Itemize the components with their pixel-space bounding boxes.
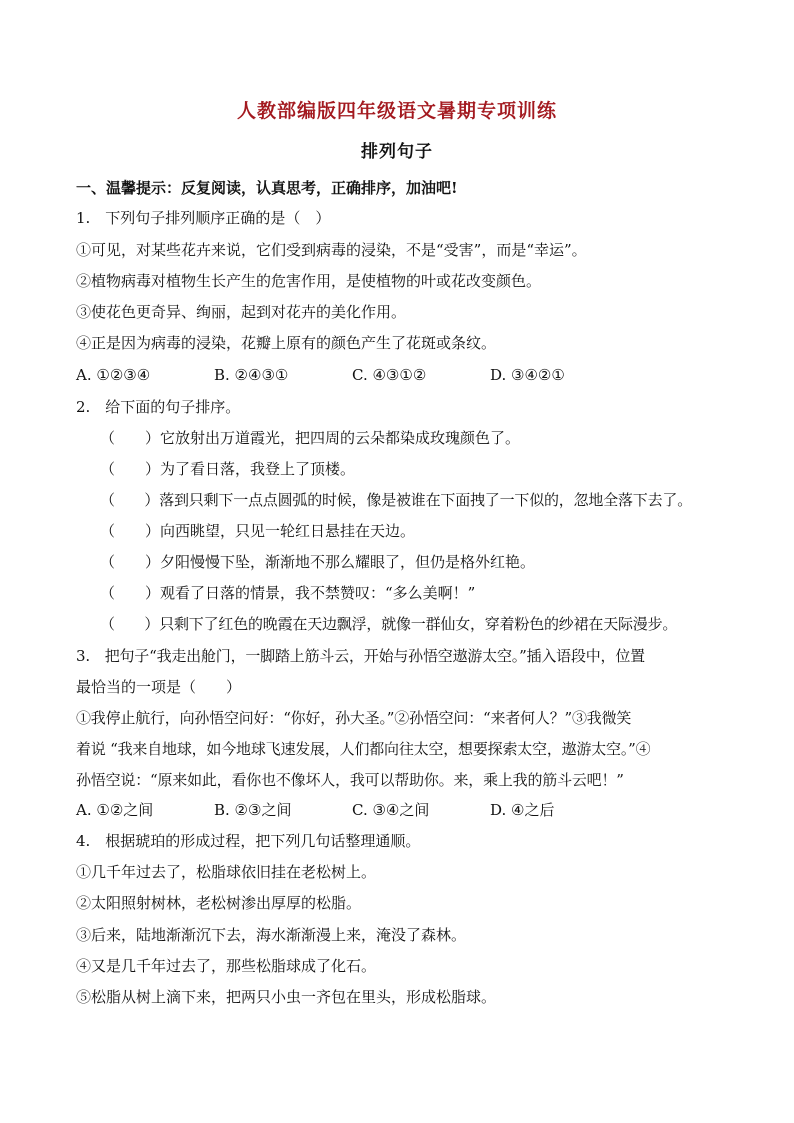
page-title: 人教部编版四年级语文暑期专项训练 [236,100,557,122]
q3-option-a[interactable]: A. ①②之间 [76,801,154,819]
q4-stem: 4. 根据琥珀的形成过程，把下列几句话整理通顺。 [76,832,421,850]
q3-stem-line-1: 3. 把句子“我走出舱门，一脚踏上筋斗云，开始与孙悟空遨游太空。”插入语段中，位置 [76,647,645,665]
q1-sentence-2: ②植物病毒对植物生长产生的危害作用，是使植物的叶或花改变颜色。 [76,272,542,290]
q3-option-c[interactable]: C. ③④之间 [352,801,430,819]
q1-option-b[interactable]: B. ②④③① [214,366,289,384]
q1-option-d[interactable]: D. ③④②① [490,366,565,384]
q3-passage-line-3: 孙悟空说：“原来如此，看你也不像坏人，我可以帮助你。来，乘上我的筋斗云吧！” [76,771,624,789]
q3-stem-line-2: 最恰当的一项是（ ） [76,678,242,696]
q1-option-a[interactable]: A. ①②③④ [76,366,151,384]
q3-option-d[interactable]: D. ④之后 [490,801,555,819]
q2-item-7: （ ）只剩下了红色的晚霞在天边飘浮，就像一群仙女，穿着粉色的纱裙在天际漫步。 [100,615,678,633]
q4-sentence-4: ④又是几千年过去了，那些松脂球成了化石。 [76,957,377,975]
q3-passage-line-1: ①我停止航行，向孙悟空问好：“你好，孙大圣。”②孙悟空问：“来者何人？”③我微笑 [76,709,632,727]
q1-sentence-4: ④正是因为病毒的浸染，花瓣上原有的颜色产生了花斑或条纹。 [76,334,497,352]
q3-options [76,800,610,820]
q1-stem: 1. 下列句子排列顺序正确的是（ ） [76,209,331,227]
page-subtitle: 排列句子 [361,142,433,162]
section-heading: 一、温馨提示：反复阅读，认真思考，正确排序，加油吧! [76,179,458,197]
q4-sentence-1: ①几千年过去了，松脂球依旧挂在老松树上。 [76,863,377,881]
q2-item-4: （ ）向西眺望，只见一轮红日悬挂在天边。 [100,522,416,540]
q2-stem: 2. 给下面的句子排序。 [76,398,241,416]
q2-item-2: （ ）为了看日落，我登上了顶楼。 [100,460,356,478]
q2-item-3: （ ）落到只剩下一点点圆弧的时候，像是被谁在下面拽了一下似的，忽地全落下去了。 [100,491,693,509]
q1-sentence-1: ①可见，对某些花卉来说，它们受到病毒的浸染，不是“受害”，而是“幸运”。 [76,241,587,259]
q3-option-b[interactable]: B. ②③之间 [214,801,292,819]
q2-item-6: （ ）观看了日落的情景，我不禁赞叹：“多么美啊！” [100,584,476,602]
q1-option-c[interactable]: C. ④③①② [352,366,427,384]
q3-passage-line-2: 着说 “我来自地球，如今地球飞速发展，人们都向往太空，想要探索太空，遨游太空。”④ [76,740,651,758]
q4-sentence-3: ③后来，陆地渐渐沉下去，海水渐渐漫上来，淹没了森林。 [76,926,467,944]
q4-sentence-5: ⑤松脂从树上滴下来，把两只小虫一齐包在里头，形成松脂球。 [76,988,497,1006]
q2-item-1: （ ）它放射出万道霞光，把四周的云朵都染成玫瑰颜色了。 [100,429,521,447]
q1-sentence-3: ③使花色更奇异、绚丽，起到对花卉的美化作用。 [76,303,407,321]
q4-sentence-2: ②太阳照射树林，老松树渗出厚厚的松脂。 [76,894,362,912]
q1-options [76,365,610,385]
q2-item-5: （ ）夕阳慢慢下坠，渐渐地不那么耀眼了，但仍是格外红艳。 [100,553,536,571]
